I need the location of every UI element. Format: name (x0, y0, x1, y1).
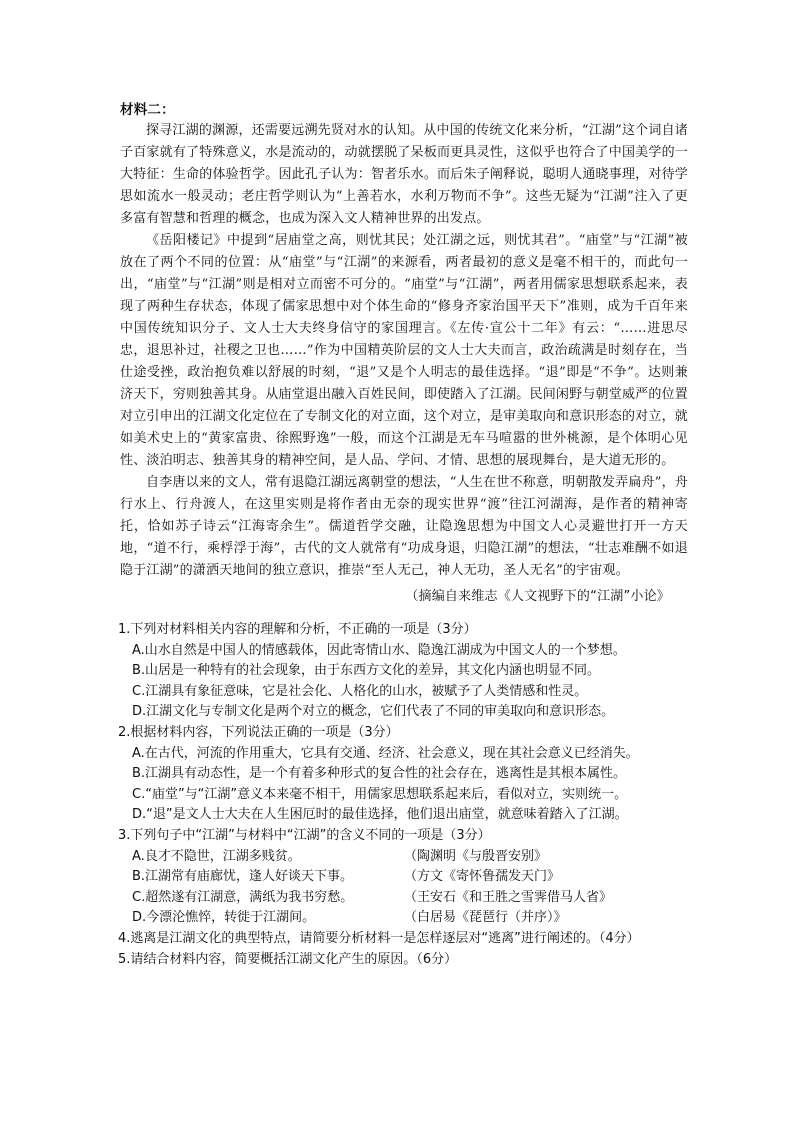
question-3-option-b (118, 867, 693, 888)
option-source: （王安石《和王胜之雪霁借马人省》 (404, 889, 613, 905)
material-heading: 材料二： (120, 102, 175, 118)
question-1-option-c: C.江湖具有象征意味，它是社会化、人格化的山水，被赋予了人类情感和性灵。 (132, 683, 588, 699)
question-2-option-b: B.江湖具有动态性，是一个有着多种形式的复合性的社会存在，逃离性是其根本属性。 (132, 766, 627, 782)
option-source: （陶渊明《与殷晋安别》 (404, 848, 548, 864)
question-4-stem: 4.逃离是江湖文化的典型特点，请简要分析材料一是怎样逐层对“逃离”进行阐述的。（4分） (118, 930, 640, 946)
question-1-option-b: B.山居是一种特有的社会现象，由于东西方文化的差异，其文化内涵也明显不同。 (132, 663, 601, 679)
question-3-option-d (118, 908, 693, 929)
question-3-option-a (118, 847, 693, 868)
question-3-option-c (118, 888, 693, 909)
question-2-stem: 2.根据材料内容，下列说法正确的一项是（3分） (118, 724, 399, 740)
material-paragraph: 《岳阳楼记》中提到“居庙堂之高，则忧其民；处江湖之远，则忧其君”。“庙堂”与“江湖”被放在了两个不同的位置：从“庙堂”与“江湖”的来源看，两者最初的意义是毫不相干的，而此句一出，“庙堂”与“江湖”则是相对立而密不可分的。“庙堂”与“江湖”，两者用儒家思想联系起来，表现了两种生存状态，体现了儒家思想中对个体生命的“修身齐家治国平天下”准则，成为千百年来中国传统知识分子、文人士大夫终身信守的家国理言。《左传·宣公十二年》有云：“……进思尽忠，退思补过，社稷之卫也……”作为中国精英阶层的文人士大夫而言，政治疏满是时刻存在，当仕途受挫，政治抱负难以舒展的时刻，“退”又是个人明志的最佳选择。“退”即是“不争”。达则兼济天下，穷则独善其身。从庙堂退出融入百姓民间，即使踏入了江湖。民间闲野与朝堂威严的位置对立引申出的江湖文化定位在了专制文化的对立面，这个对立，是审美取向和意识形态的对立，就如美术史上的“黄家富贵、徐熙野逸”一般，而这个江湖是无车马喧嚣的世外桃源，是个体明心见性、淡泊明志、独善其身的精神空间，是人品、学问、才情、思想的展现舞台，是大道无形的。 (120, 233, 688, 468)
reading-material (120, 100, 688, 606)
question-1-option-d: D.江湖文化与专制文化是两个对立的概念，它们代表了不同的审美取向和意识形态。 (132, 704, 615, 720)
option-text: A.良才不隐世，江湖多贱贫。 (132, 848, 301, 864)
question-2-option-c: C.“庙堂”与“江湖”意义本来毫不相干，用儒家思想联系起来后，看似对立，实则统一。 (132, 786, 628, 802)
question-3-stem: 3.下列句子中“江湖”与材料中“江湖”的含义不同的一项是（3分） (118, 827, 491, 843)
option-text: B.江湖常有庙廊忧，逢人好谈天下事。 (132, 869, 354, 885)
material-paragraph: 自李唐以来的文人，常有退隐江湖远离朝堂的想法，“人生在世不称意，明朝散发弄扁舟”，舟行水上、行舟渡人，在这里实则是将作者由无奈的现实世界“渡”往江河湖海，是作者的精神寄托，恰如苏子诗云“江海寄余生”。儒道哲学交融，让隐逸思想为中国文人心灵避世打开一方天地，“道不行，乘桴浮于海”，古代的文人就常有“功成身退，归隐江湖”的想法，“壮志难酬不如退隐于江湖”的潇洒天地间的独立意识，推崇“至人无己，神人无功，圣人无名”的宇宙观。 (120, 475, 688, 578)
question-list (118, 620, 693, 970)
material-paragraph: 探寻江湖的渊源，还需要远溯先贤对水的认知。从中国的传统文化来分析，“江湖”这个词自诸子百家就有了特殊意义，水是流动的，动就摆脱了呆板而更具灵性，这似乎也符合了中国美学的一大特征：生命的体验哲学。因此孔子认为：智者乐水。而后朱子阐释说，聪明人通晓事理，对待学思如流水一般灵动；老庄哲学则认为“上善若水，水利万物而不争”。这些无疑为“江湖”注入了更多富有智慧和哲理的概念，也成为深入文人精神世界的出发点。 (120, 123, 688, 226)
question-2-option-d: D.“退”是文人士大夫在人生困厄时的最佳选择，他们退出庙堂，就意味着踏入了江湖。 (132, 807, 628, 823)
question-1-option-a: A.山水自然是中国人的情感载体，因此寄情山水、隐逸江湖成为中国文人的一个梦想。 (132, 642, 626, 658)
option-text: D.今漂沦憔悴，转徙于江湖间。 (132, 910, 316, 926)
question-1-stem: 1.下列对材料相关内容的理解和分析，不正确的一项是（3分） (118, 622, 477, 637)
question-5-stem: 5.请结合材料内容，简要概括江湖文化产生的原因。（6分） (118, 951, 458, 967)
material-source: （摘编自来维志《人文视野下的“江湖”小论》 (405, 589, 670, 604)
option-text: C.超然遂有江湖意，满纸为我书穷愁。 (132, 889, 354, 905)
question-2-option-a: A.在古代，河流的作用重大，它具有交通、经济、社会意义，现在其社会意义已经消失。 (132, 745, 639, 761)
option-source: （方文《寄怀鲁孺发天门》 (404, 869, 561, 885)
option-source: （白居易《琵琶行（并序）》 (404, 910, 567, 926)
